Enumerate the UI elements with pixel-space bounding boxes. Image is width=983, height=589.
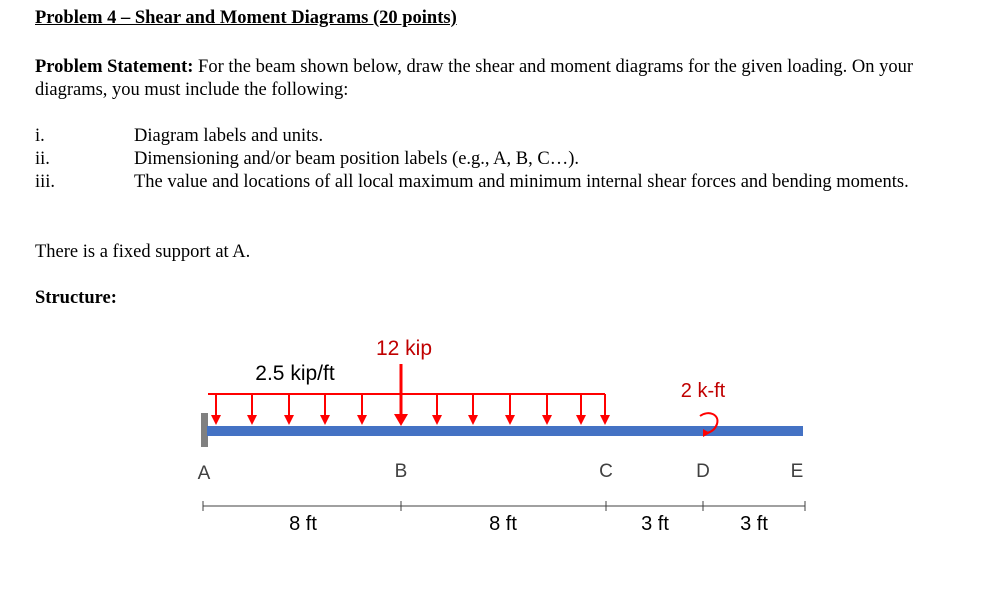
load-arrow bbox=[432, 394, 442, 425]
dimension-line bbox=[203, 501, 805, 511]
support-note: There is a fixed support at A. bbox=[35, 242, 251, 262]
dimension-label-cd: 3 ft bbox=[641, 513, 669, 535]
requirement-number: i. bbox=[35, 126, 45, 146]
distributed-load-label: 2.5 kip/ft bbox=[255, 362, 335, 385]
load-arrow bbox=[600, 394, 610, 425]
load-arrow bbox=[284, 394, 294, 425]
load-arrow bbox=[211, 394, 221, 425]
point-label-d: D bbox=[696, 461, 710, 482]
requirement-text: The value and locations of all local maximum and minimum internal shear forces and bending moments. bbox=[134, 172, 909, 192]
load-arrow bbox=[247, 394, 257, 425]
point-label-e: E bbox=[790, 461, 804, 482]
distributed-load-arrows bbox=[211, 394, 610, 425]
point-load-label: 12 kip bbox=[375, 337, 433, 360]
load-arrow bbox=[357, 394, 367, 425]
structure-label: Structure: bbox=[35, 288, 117, 308]
load-arrow bbox=[542, 394, 552, 425]
dimension-label-bc: 8 ft bbox=[489, 513, 517, 535]
load-arrow bbox=[320, 394, 330, 425]
dimension-label-de: 3 ft bbox=[740, 513, 768, 535]
statement-text: For the beam shown below, draw the shear and moment diagrams for the given loading. On your diagrams, you must include the following: bbox=[35, 57, 914, 100]
fixed-support bbox=[201, 413, 208, 447]
requirement-number: ii. bbox=[35, 149, 50, 169]
beam bbox=[207, 426, 803, 436]
problem-title: Problem 4 – Shear and Moment Diagrams (20 points) bbox=[35, 8, 457, 28]
point-label-b: B bbox=[394, 461, 408, 482]
dimension-label-ab: 8 ft bbox=[289, 513, 317, 535]
distributed-load bbox=[208, 394, 610, 425]
requirement-number: iii. bbox=[35, 172, 56, 192]
moment-label: 2 k-ft bbox=[680, 380, 726, 402]
load-arrow bbox=[576, 394, 586, 425]
point-label-a: A bbox=[197, 463, 211, 484]
statement-lead: Problem Statement: bbox=[35, 57, 194, 77]
requirement-text: Diagram labels and units. bbox=[134, 126, 324, 146]
load-arrow bbox=[505, 394, 515, 425]
requirement-text: Dimensioning and/or beam position labels (e.g., A, B, C…). bbox=[134, 149, 579, 169]
point-label-c: C bbox=[599, 461, 613, 482]
load-arrow bbox=[468, 394, 478, 425]
